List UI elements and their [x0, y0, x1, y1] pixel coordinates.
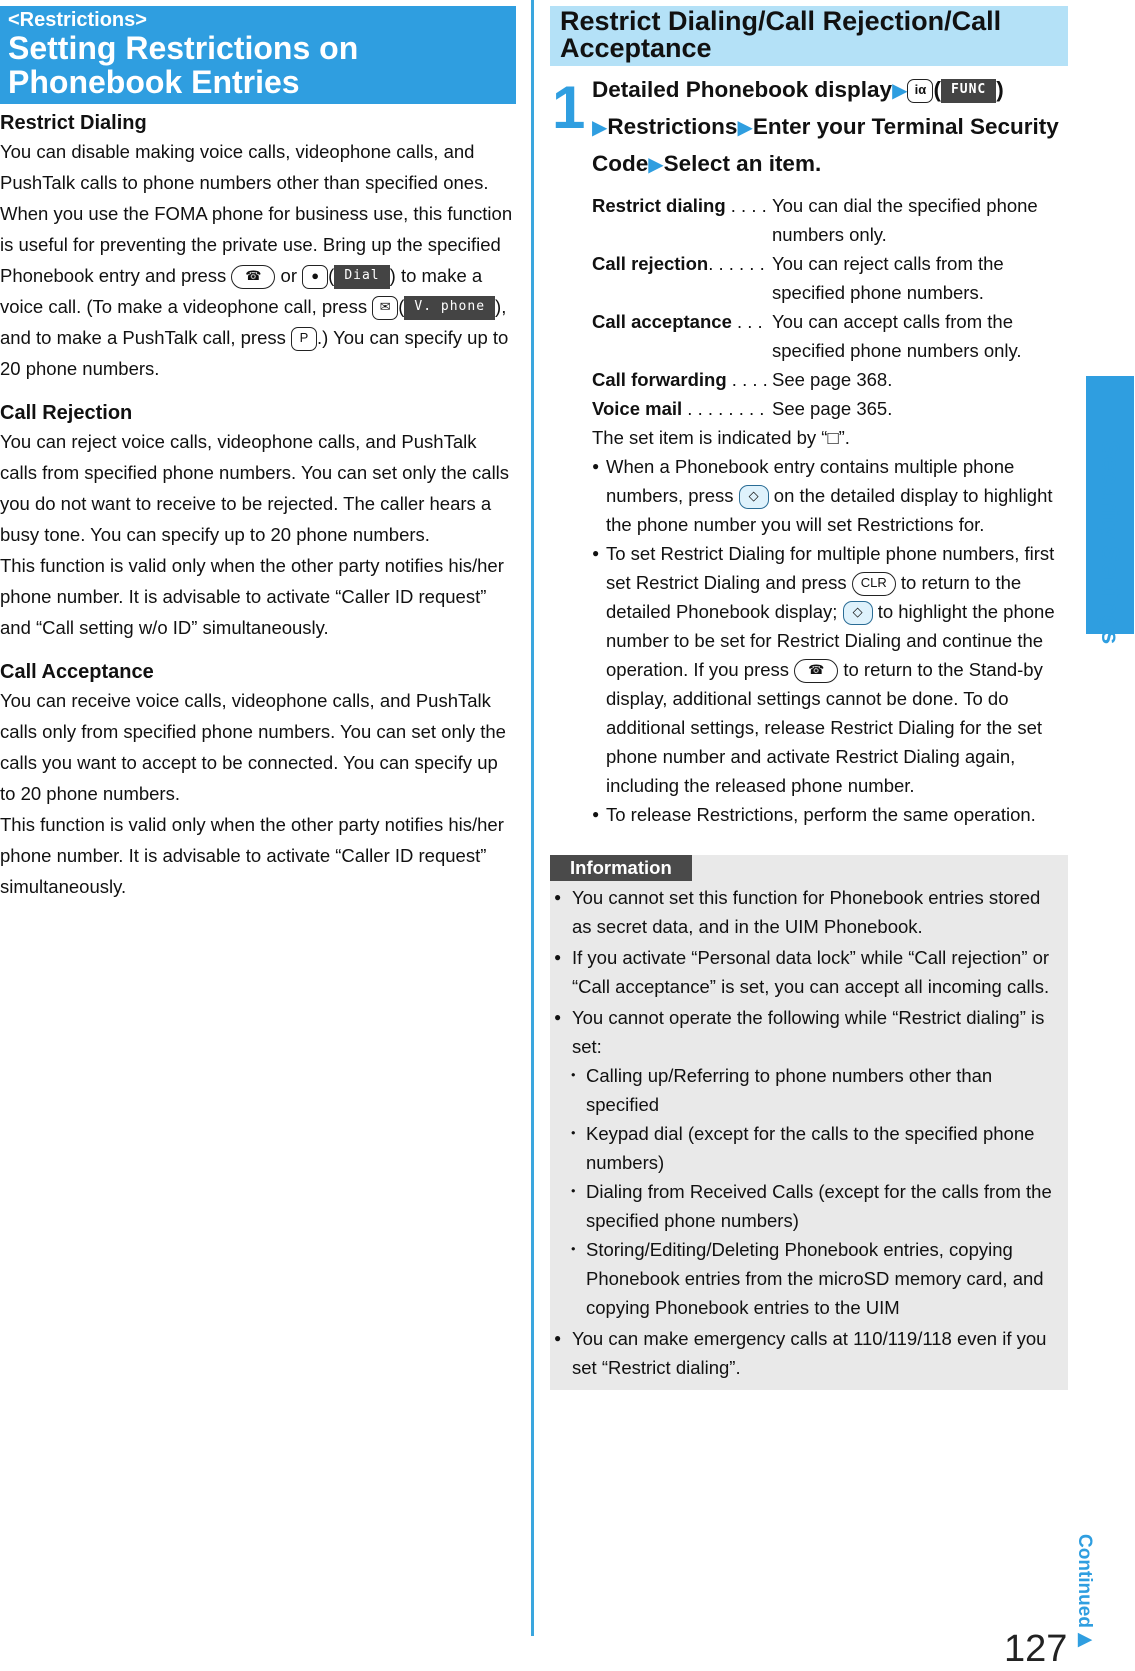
option-row: Call forwarding . . . . See page 368. — [592, 369, 893, 390]
call-rejection-text-1: You can reject voice calls, videophone calls, and PushTalk calls from specified phone numbers. You can set only the calls you do not want to receive to be rejected. The caller hears a busy tone. You can specify up to 20 phone numbers. — [0, 431, 510, 545]
mail-key-icon: ✉ — [372, 296, 398, 320]
section-title-box — [0, 6, 516, 104]
info-sub-item: ・ Dialing from Received Calls (except for the calls from the specified phone numbers) — [554, 1177, 1058, 1235]
option-row: Restrict dialing . . . . You can dial the specified phone numbers only. — [592, 195, 1038, 245]
restrict-dialing-text: You can disable making voice calls, videophone calls, and PushTalk calls to phone numbers other than specified ones. When you use the FOMA phone for business use, this function is useful for preventing the private use. Bring up the specified Phonebook entry and press ☎ or ● ( Dial ) to make a voice call. (To make a videophone call, press ✉ ( V. phone ), and to make a PushTalk call, press P .) You can specify up to 20 phone numbers. — [0, 141, 513, 379]
clr-key-icon: CLR — [852, 572, 896, 596]
information-tab: Information — [550, 855, 692, 881]
arrow-icon: ▶ — [892, 80, 908, 102]
call-rejection-text-2: This function is valid only when the other party notifies his/her phone number. It is advisable to activate “Caller ID request” and “Call setting w/o ID” simultaneously. — [0, 555, 504, 638]
info-item: ● You can make emergency calls at 110/119/118 even if you set “Restrict dialing”. — [554, 1324, 1058, 1382]
step-1 — [550, 72, 1068, 183]
title-category: <Restrictions> — [8, 9, 147, 31]
option-row: Call acceptance . . . You can accept calls from the specified phone numbers only. — [592, 311, 1022, 361]
column-divider — [531, 0, 534, 1636]
info-sub-item: ・ Storing/Editing/Deleting Phonebook entries, copying Phonebook entries from the microSD memory card, and copying Phonebook entries to the UIM — [554, 1235, 1058, 1322]
call-acceptance-text-2: This function is valid only when the other party notifies his/her phone number. It is advisable to activate “Caller ID request” simultaneously. — [0, 814, 504, 897]
chapter-label: Security Settings — [1096, 440, 1124, 645]
continued-arrow-icon: ▶ — [1074, 1627, 1095, 1650]
page-title: Setting Restrictions on Phonebook Entries — [8, 30, 359, 100]
heading-restrict-dialing: Restrict Dialing — [0, 112, 147, 134]
call-key-icon: ☎ — [231, 265, 275, 289]
info-item: ● You cannot operate the following while “Restrict dialing” is set: — [554, 1003, 1058, 1061]
option-row: Call rejection. . . . . . You can reject calls from the specified phone numbers. — [592, 253, 1004, 303]
info-sub-item: ・ Keypad dial (except for the calls to the specified phone numbers) — [554, 1119, 1058, 1177]
set-item-note: The set item is indicated by “□”. — [592, 427, 850, 448]
info-item: ● You cannot set this function for Phonebook entries stored as secret data, and in the UIM Phonebook. — [554, 883, 1058, 941]
enter-key-icon: ● — [302, 265, 328, 289]
step-instruction: Detailed Phonebook display▶ iα ( FUNC ) ▶Restrictions▶Enter your Terminal Security Code▶Select an item. — [592, 77, 1059, 176]
step-number: 1 — [552, 74, 586, 141]
info-sub-item: ・ Calling up/Referring to phone numbers other than specified — [554, 1061, 1058, 1119]
continued-label: Continued▶ — [1074, 1534, 1095, 1650]
arrow-icon: ▶ — [592, 117, 608, 139]
dial-softkey-icon: Dial — [334, 265, 389, 289]
ialpha-key-icon: iα — [907, 79, 933, 103]
heading-call-rejection: Call Rejection — [0, 402, 133, 424]
func-softkey-icon: FUNC — [941, 79, 996, 103]
nav-key-icon: ◇ — [739, 485, 769, 509]
arrow-icon: ▶ — [648, 154, 664, 176]
pushtalk-key-icon: P — [291, 327, 317, 351]
nav-key-icon: ◇ — [843, 601, 873, 625]
info-item: ● If you activate “Personal data lock” while “Call rejection” or “Call acceptance” is set, you can accept all incoming calls. — [554, 943, 1058, 1001]
bullet-multiple-numbers: ● When a Phonebook entry contains multiple phone numbers, press ◇ on the detailed display to highlight the phone number you will set Restrictions for. — [592, 452, 1068, 539]
bullet-restrict-multiple: ● To set Restrict Dialing for multiple phone numbers, first set Restrict Dialing and press CLR to return to the detailed Phonebook display; ◇ to highlight the phone number to be set for Restrict Dialing and continue the operation. If you press ☎ to return to the Stand-by display, additional settings cannot be done. To do additional settings, release Restrict Dialing for the set phone number and activate Restrict Dialing again, including the released phone number. — [592, 539, 1068, 800]
heading-call-acceptance: Call Acceptance — [0, 661, 154, 683]
options-list — [592, 191, 1068, 423]
vphone-softkey-icon: V. phone — [404, 296, 495, 320]
procedure-title: Restrict Dialing/Call Rejection/Call Acceptance — [550, 6, 1068, 66]
bullet-release: ● To release Restrictions, perform the same operation. — [592, 800, 1068, 829]
information-box — [550, 855, 1068, 1390]
page-number: 127 — [1004, 1628, 1068, 1670]
arrow-icon: ▶ — [737, 117, 753, 139]
left-column — [0, 6, 516, 902]
option-row: Voice mail . . . . . . . . See page 365. — [592, 398, 893, 419]
right-column — [550, 6, 1068, 1390]
end-key-icon: ☎ — [794, 659, 838, 683]
call-acceptance-text-1: You can receive voice calls, videophone calls, and PushTalk calls only from specified phone numbers. You can set only the calls you want to accept to be connected. You can specify up to 20 phone numbers. — [0, 690, 506, 804]
